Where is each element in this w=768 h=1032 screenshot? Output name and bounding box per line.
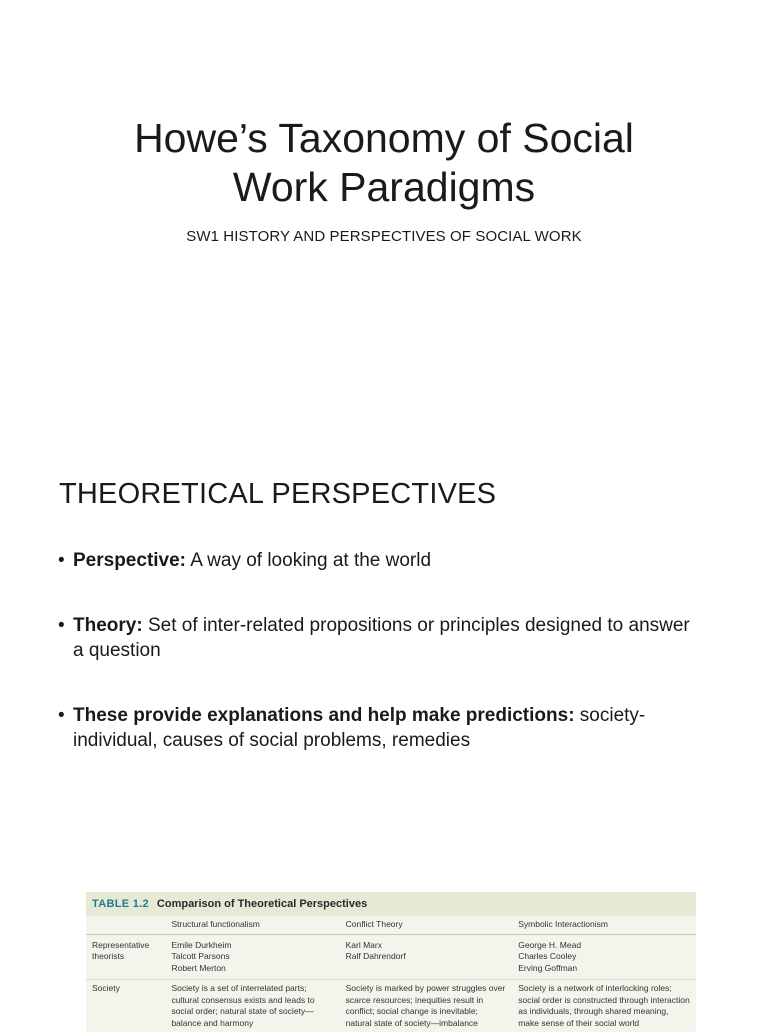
bullet-text: Set of inter-related propositions or principles designed to answer a question — [73, 615, 690, 661]
table-cell: Emile Durkheim Talcott Parsons Robert Merton — [165, 934, 339, 980]
bullet-term: These provide explanations and help make predictions: — [73, 705, 575, 726]
bullet-term: Theory: — [73, 615, 143, 636]
table-cell: George H. Mead Charles Cooley Erving Goffman — [512, 934, 696, 980]
bullet-item-explanations — [58, 703, 698, 753]
bullet-list — [58, 548, 698, 753]
title-line-1: Howe’s Taxonomy of Social — [134, 115, 634, 161]
presentation-title — [60, 114, 708, 212]
section-heading: THEORETICAL PERSPECTIVES — [59, 478, 496, 511]
table-cell: Karl Marx Ralf Dahrendorf — [340, 934, 513, 980]
table-header-bar — [86, 892, 696, 916]
table-row — [86, 934, 696, 980]
column-header: Symbolic Interactionism — [512, 916, 696, 934]
bullet-item-theory — [58, 613, 698, 663]
column-header: Structural functionalism — [165, 916, 339, 934]
bullet-text: A way of looking at the world — [186, 550, 431, 571]
bullet-text: society-individual, causes of social problems, remedies — [73, 705, 645, 751]
title-slide — [0, 0, 768, 430]
bullet-term: Perspective: — [73, 550, 186, 571]
title-line-2: Work Paradigms — [233, 164, 535, 210]
presentation-subtitle: SW1 HISTORY AND PERSPECTIVES OF SOCIAL WORK — [60, 228, 708, 245]
column-header — [86, 916, 165, 934]
comparison-table — [86, 916, 696, 1032]
bullet-item-perspective — [58, 548, 698, 573]
table-cell: Society is a network of interlocking roles; social order is constructed through interaction as individuals, through shared meaning, make sense of their social world — [512, 980, 696, 1032]
bullet-dot-icon: • — [58, 613, 65, 638]
bullet-dot-icon: • — [58, 548, 65, 573]
bullet-dot-icon: • — [58, 703, 65, 728]
table-number: TABLE 1.2 — [92, 898, 149, 910]
table-cell: Society is marked by power struggles over scarce resources; inequities result in conflict; social change is inevitable; natural state of society—imbalance — [340, 980, 513, 1032]
table-caption: Comparison of Theoretical Perspectives — [157, 898, 367, 910]
row-label: Society — [86, 980, 165, 1032]
column-header: Conflict Theory — [340, 916, 513, 934]
content-slide — [0, 430, 768, 1024]
table-row — [86, 980, 696, 1032]
table-header-row — [86, 916, 696, 934]
table-cell: Society is a set of interrelated parts; cultural consensus exists and leads to social order; natural state of society—balance and harmony — [165, 980, 339, 1032]
row-label: Representative theorists — [86, 934, 165, 980]
comparison-table-image — [86, 892, 696, 1032]
